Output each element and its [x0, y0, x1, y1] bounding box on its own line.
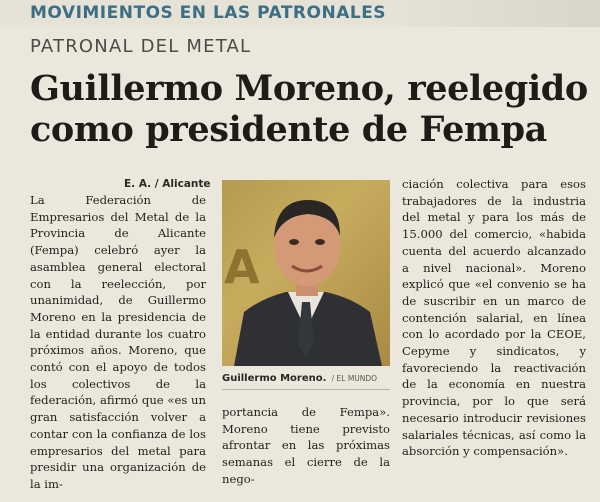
- photo-caption: [222, 373, 392, 384]
- headline-line-1: Guillermo Moreno, reelegido: [30, 68, 588, 109]
- article-text: portancia de Fempa». Moreno tiene previsto afrontar en las próximas semanas el cierre de la nego-: [222, 405, 390, 486]
- caption-credit: / EL MUNDO: [331, 374, 378, 383]
- section-title: MOVIMIENTOS EN LAS PATRONALES: [30, 3, 387, 23]
- article-photo: [222, 180, 390, 366]
- portrait-illustration: [222, 180, 390, 366]
- article-text: ciación colectiva para esos trabajadores de la industria del metal y para los más de 15.000 del comercio, «habida cuenta del acuerdo alcanzado a nivel nacional». Moreno explicó que «el convenio se ha de suscribir en un marco de contención salarial, en línea con lo acordado por la CEOE, Cepyme y sindicatos, y favoreciendo la reactivación de la economía en nuestra provincia, por lo que será necesario introducir revisiones salariales técnicas, así como la absorción y compensación».: [402, 177, 586, 459]
- kicker: PATRONAL DEL METAL: [30, 36, 252, 57]
- logo-letter: A: [224, 240, 260, 294]
- caption-divider: [222, 389, 390, 390]
- article-column-2: [222, 404, 390, 488]
- section-header-fade: [395, 0, 600, 27]
- article-text: La Federación de Empresarios del Metal de la Provincia de Alicante (Fempa) celebró ayer la asamblea general electoral con la reelección, por unanimidad, de Guillermo Moreno en la presidencia de la entidad durante los cuatro próximos años. Moreno, que contó con el apoyo de todos los colectivos de la federación, afirmó que «es un gran satisfacción volver a contar con la confianza de los empresarios del metal para presidir una organización de la im-: [30, 193, 206, 491]
- article-column-1: [30, 192, 206, 493]
- article-column-3: [402, 176, 586, 460]
- headline-line-2: como presidente de Fempa: [30, 109, 547, 150]
- headline: [30, 68, 590, 150]
- byline: E. A. / Alicante: [124, 178, 211, 190]
- caption-name: Guillermo Moreno.: [222, 373, 327, 384]
